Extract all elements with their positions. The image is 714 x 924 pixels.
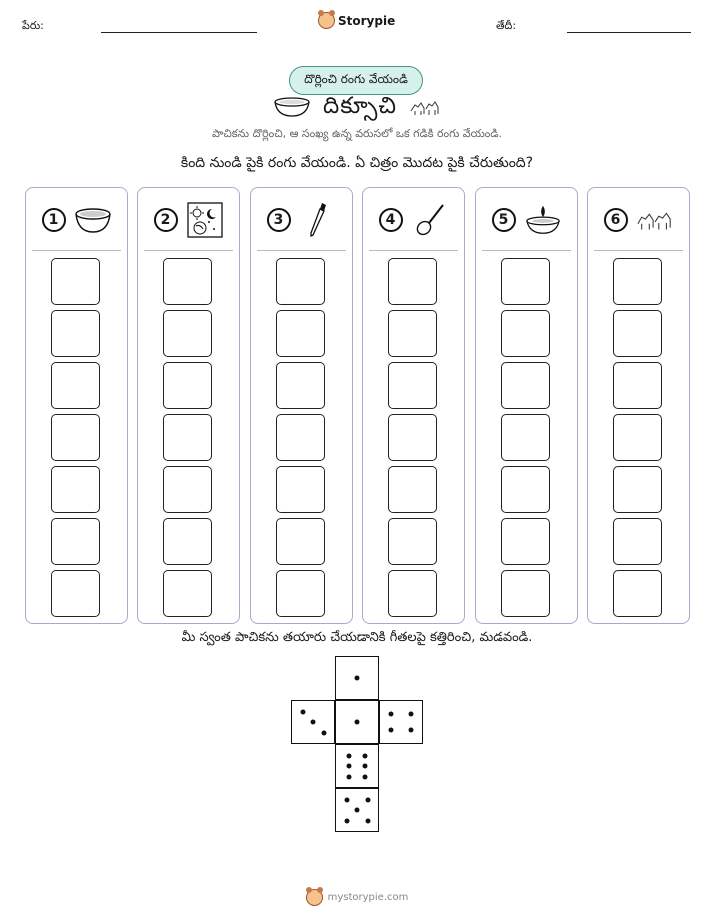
- color-box[interactable]: [276, 414, 325, 461]
- color-box[interactable]: [276, 310, 325, 357]
- subtitle: పాచికను దొర్లించి, ఆ సంఖ్య ఉన్న వరుసలో ఒక గడికి రంగు వేయండి.: [212, 127, 502, 140]
- pip: [344, 818, 349, 823]
- column-header: [26, 202, 127, 238]
- column-1: [25, 187, 128, 624]
- pip: [365, 818, 370, 823]
- color-box[interactable]: [51, 258, 100, 305]
- color-box[interactable]: [163, 362, 212, 409]
- color-box[interactable]: [388, 414, 437, 461]
- pip: [346, 764, 351, 769]
- color-box[interactable]: [51, 414, 100, 461]
- color-box[interactable]: [163, 466, 212, 513]
- page-title: దిక్సూచి: [322, 93, 398, 119]
- color-box[interactable]: [276, 466, 325, 513]
- date-label: తేదీ:: [496, 19, 517, 32]
- name-line[interactable]: [101, 32, 257, 33]
- color-box[interactable]: [388, 258, 437, 305]
- bear-icon: [306, 889, 323, 906]
- color-box[interactable]: [501, 310, 550, 357]
- column-header: [138, 202, 239, 238]
- color-box[interactable]: [501, 570, 550, 617]
- pip: [408, 728, 413, 733]
- title-row: [0, 94, 714, 124]
- dice-face-6: [335, 744, 379, 788]
- color-box[interactable]: [163, 414, 212, 461]
- bowl-icon: [74, 202, 112, 238]
- instruction: కింది నుండి పైకి రంగు వేయండి. ఏ చిత్రం మొదట పైకి చేరుతుంది?: [180, 155, 534, 171]
- color-box[interactable]: [613, 518, 662, 565]
- camels-icon: [409, 97, 441, 121]
- dropper-icon: [299, 202, 337, 238]
- dice-face-3: [291, 700, 335, 744]
- pip: [355, 676, 360, 681]
- column-divider: [369, 250, 458, 251]
- color-box[interactable]: [276, 570, 325, 617]
- pip: [363, 764, 368, 769]
- dice-face-1-center: [335, 700, 379, 744]
- column-divider: [144, 250, 233, 251]
- column-6: [587, 187, 690, 624]
- bowl-icon: [273, 96, 311, 122]
- column-2: [137, 187, 240, 624]
- color-box[interactable]: [276, 362, 325, 409]
- color-box[interactable]: [388, 570, 437, 617]
- color-box[interactable]: [163, 258, 212, 305]
- color-box[interactable]: [51, 310, 100, 357]
- date-line[interactable]: [567, 32, 691, 33]
- color-box[interactable]: [501, 466, 550, 513]
- oil-lamp-icon: [524, 202, 562, 238]
- column-header: [476, 202, 577, 238]
- color-box[interactable]: [276, 258, 325, 305]
- pip: [346, 774, 351, 779]
- dice-face-1: [335, 656, 379, 700]
- column-number: 6: [604, 208, 628, 232]
- pip: [355, 808, 360, 813]
- column-divider: [32, 250, 121, 251]
- color-box[interactable]: [501, 362, 550, 409]
- column-number: 2: [154, 208, 178, 232]
- column-header: [588, 202, 689, 238]
- column-divider: [257, 250, 346, 251]
- pip: [355, 720, 360, 725]
- pip: [321, 730, 326, 735]
- column-4: [362, 187, 465, 624]
- column-header: [251, 202, 352, 238]
- worksheet-header: [0, 12, 714, 42]
- color-box[interactable]: [613, 258, 662, 305]
- column-header: [363, 202, 464, 238]
- brand-name: Storypie: [338, 13, 396, 28]
- color-box[interactable]: [613, 362, 662, 409]
- pip: [365, 797, 370, 802]
- color-box[interactable]: [501, 258, 550, 305]
- brand-logo: [318, 12, 395, 29]
- color-box[interactable]: [163, 518, 212, 565]
- color-box[interactable]: [51, 362, 100, 409]
- footer: [0, 887, 714, 907]
- column-5: [475, 187, 578, 624]
- color-box[interactable]: [51, 466, 100, 513]
- color-box[interactable]: [276, 518, 325, 565]
- color-box[interactable]: [388, 362, 437, 409]
- bear-icon: [318, 12, 335, 29]
- color-box[interactable]: [501, 414, 550, 461]
- pip: [363, 753, 368, 758]
- color-box[interactable]: [388, 518, 437, 565]
- name-label: పేరు:: [22, 19, 44, 32]
- color-box[interactable]: [388, 310, 437, 357]
- pip: [363, 774, 368, 779]
- column-divider: [482, 250, 571, 251]
- color-box[interactable]: [501, 518, 550, 565]
- pip: [346, 753, 351, 758]
- color-box[interactable]: [163, 310, 212, 357]
- pip: [389, 728, 394, 733]
- column-number: 3: [267, 208, 291, 232]
- pip: [389, 711, 394, 716]
- column-3: [250, 187, 353, 624]
- camels-icon: [636, 202, 674, 238]
- color-box[interactable]: [51, 570, 100, 617]
- color-box[interactable]: [163, 570, 212, 617]
- color-box[interactable]: [388, 466, 437, 513]
- pip: [311, 720, 316, 725]
- pip: [300, 709, 305, 714]
- color-box[interactable]: [613, 310, 662, 357]
- column-number: 5: [492, 208, 516, 232]
- footer-url[interactable]: mystorypie.com: [327, 891, 409, 903]
- color-box[interactable]: [613, 570, 662, 617]
- column-number: 4: [379, 208, 403, 232]
- task-badge: దొర్లించి రంగు వేయండి: [289, 66, 423, 95]
- pip: [408, 711, 413, 716]
- dice-face-5: [335, 788, 379, 832]
- sky-planets-icon: [186, 202, 224, 238]
- color-box[interactable]: [613, 414, 662, 461]
- column-number: 1: [42, 208, 66, 232]
- cut-instruction: మీ స్వంత పాచికను తయారు చేయడానికి గీతలపై కత్తిరించి, మడవండి.: [181, 630, 533, 645]
- color-box[interactable]: [51, 518, 100, 565]
- pip: [344, 797, 349, 802]
- column-divider: [594, 250, 683, 251]
- color-box[interactable]: [613, 466, 662, 513]
- dice-face-4: [379, 700, 423, 744]
- spoon-icon: [411, 202, 449, 238]
